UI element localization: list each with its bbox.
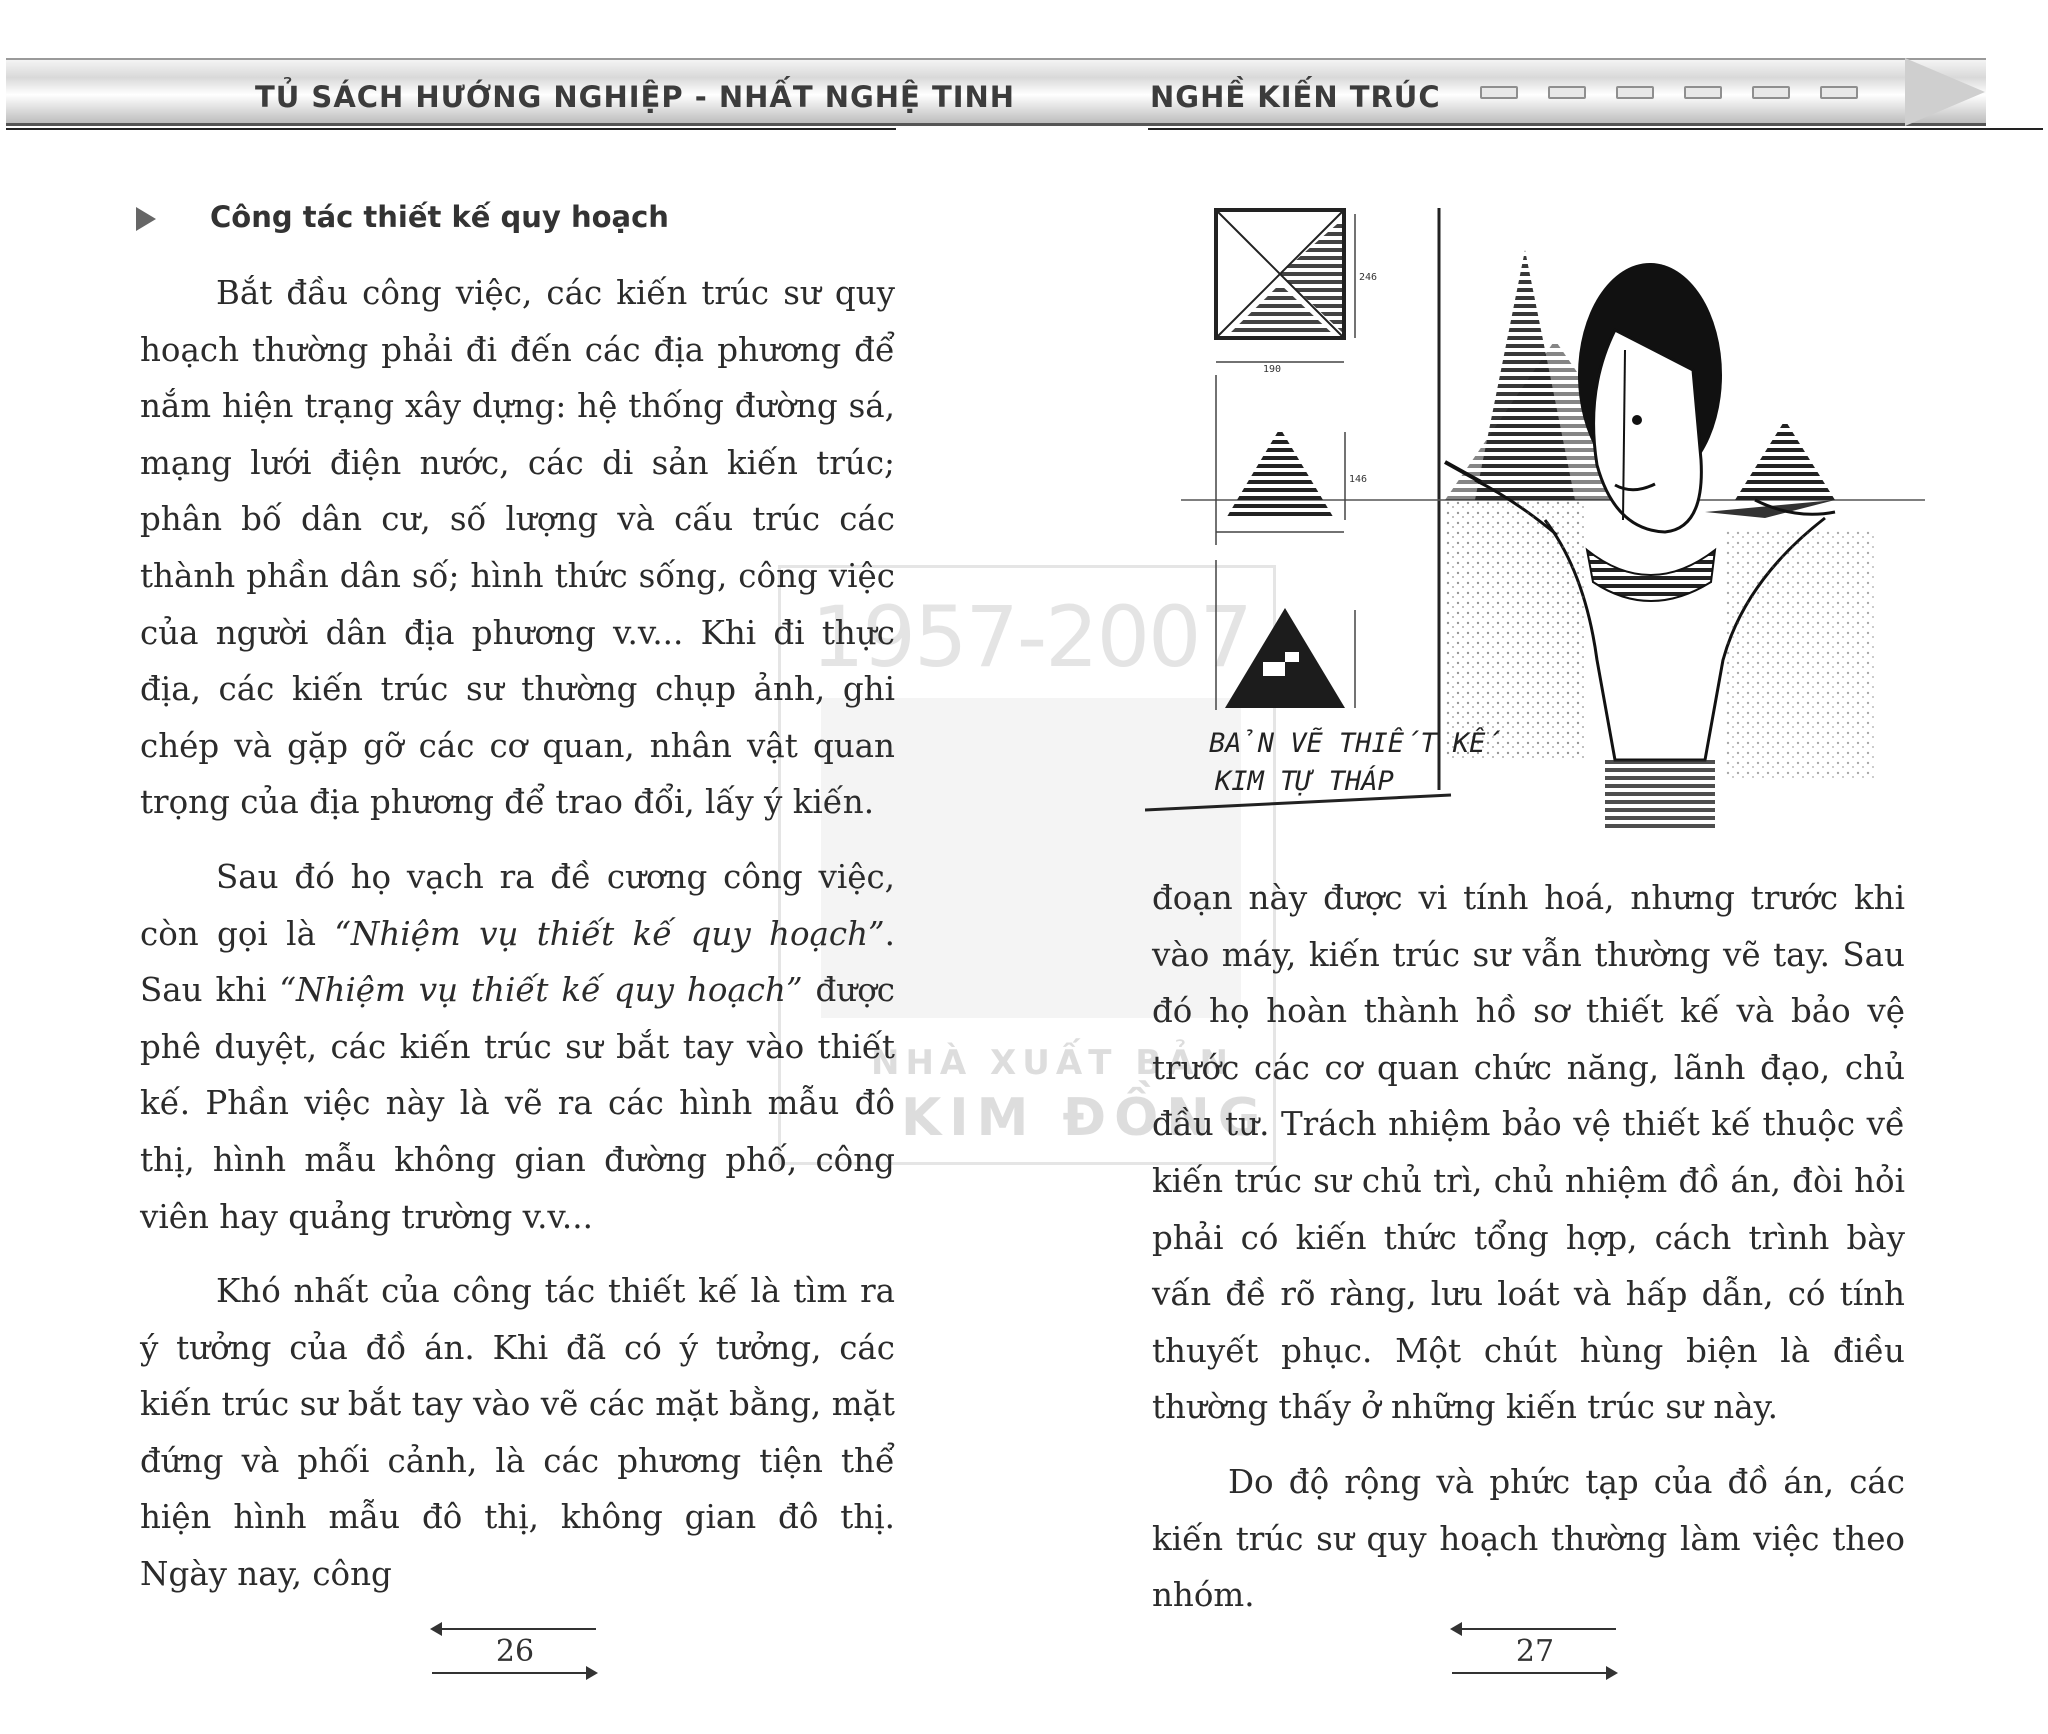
- svg-text:146: 146: [1349, 474, 1368, 485]
- page-number-right: [1450, 1616, 1620, 1676]
- watermark-publisher-line: NHÀ XUẤT BẢN: [871, 1043, 1234, 1083]
- page-number-left: [430, 1616, 600, 1676]
- bullet-triangle-icon: [136, 207, 156, 231]
- paragraph: Sau đó họ vạch ra đề cương công việc, còn gọi là “Nhiệm vụ thiết kế quy hoạch”. Sau khi “Nhiệm vụ thiết kế quy hoạch” được phê duyệt, các kiến trúc sư bắt tay vào thiết kế. Phần việc này là vẽ ra các hình mẫu đô thị, hình mẫu không gian đường phố, công viên hay quảng trường v.v...: [140, 857, 895, 1236]
- left-text-column: [140, 265, 895, 1603]
- paragraph: Do độ rộng và phức tạp của đồ án, các kiến trúc sư quy hoạch thường làm việc theo nhóm.: [1152, 1462, 1905, 1615]
- header-rule-right: [1148, 128, 2043, 130]
- pyramid-design-illustration: [1145, 200, 1925, 840]
- section-heading-text: Công tác thiết kế quy hoạch: [210, 200, 669, 234]
- svg-text:190: 190: [1263, 364, 1282, 375]
- header-rule-left: [6, 128, 896, 130]
- illustration-caption-line1: BẢN VẼ THIẾT KẾ: [1209, 728, 1502, 759]
- section-heading: [136, 200, 669, 234]
- right-text-column: [1152, 870, 1905, 1624]
- watermark-years: 1957-2007: [811, 588, 1251, 686]
- running-title-right: NGHỀ KIẾN TRÚC: [1150, 80, 1441, 114]
- header-arrow-tip: [1905, 58, 1985, 126]
- illustration-caption-line2: KIM TỰ THÁP: [1215, 766, 1394, 797]
- quoted-term: “Nhiệm vụ thiết kế quy hoạch”: [334, 914, 885, 953]
- header-decoration: [1480, 86, 1858, 99]
- paragraph: Bắt đầu công việc, các kiến trúc sư quy hoạch thường phải đi đến các địa phương để nắm hiện trạng xây dựng: hệ thống đường sá, mạng lưới điện nước, các di sản kiến trúc; phân bố dân cư, số lượng và cấu trúc các thành phần dân số; hình thức sống, công việc của người dân địa phương v.v... Khi đi thực địa, các kiến trúc sư thường chụp ảnh, ghi chép và gặp gỡ các cơ quan, nhân vật quan trọng của địa phương để trao đổi, lấy ý kiến.: [140, 274, 895, 822]
- paragraph: Khó nhất của công tác thiết kế là tìm ra ý tưởng của đồ án. Khi đã có ý tưởng, các kiến trúc sư bắt tay vào vẽ các mặt bằng, mặt đứng và phối cảnh, là các phương tiện thể hiện hình mẫu đô thị, không gian đô thị. Ngày nay, công: [140, 1272, 895, 1594]
- page-number-text: 27: [1515, 1634, 1555, 1669]
- paragraph: đoạn này được vi tính hoá, nhưng trước khi vào máy, kiến trúc sư vẫn thường vẽ tay. Sau đó họ hoàn thành hồ sơ thiết kế và bảo vệ trước các cơ quan chức năng, lãnh đạo, chủ đầu tư. Trách nhiệm bảo vệ thiết kế thuộc về kiến trúc sư chủ trì, chủ nhiệm đồ án, đòi hỏi phải có kiến thức tổng hợp, cách trình bày vấn đề rõ ràng, lưu loát và hấp dẫn, có tính thuyết phục. Một chút hùng biện là điều thường thấy ở những kiến trúc sư này.: [1152, 879, 1905, 1427]
- arrow-right-icon: [432, 1672, 592, 1674]
- watermark-publisher-name: KIM ĐỒNG: [901, 1088, 1269, 1148]
- arrow-left-icon: [1456, 1628, 1616, 1630]
- arrow-left-icon: [436, 1628, 596, 1630]
- page-number-text: 26: [495, 1634, 535, 1669]
- quoted-term: “Nhiệm vụ thiết kế quy hoạch”: [279, 971, 803, 1010]
- running-title-left: TỦ SÁCH HƯỚNG NGHIỆP - NHẤT NGHỆ TINH: [255, 80, 1016, 114]
- svg-text:246: 246: [1359, 272, 1378, 283]
- arrow-right-icon: [1452, 1672, 1612, 1674]
